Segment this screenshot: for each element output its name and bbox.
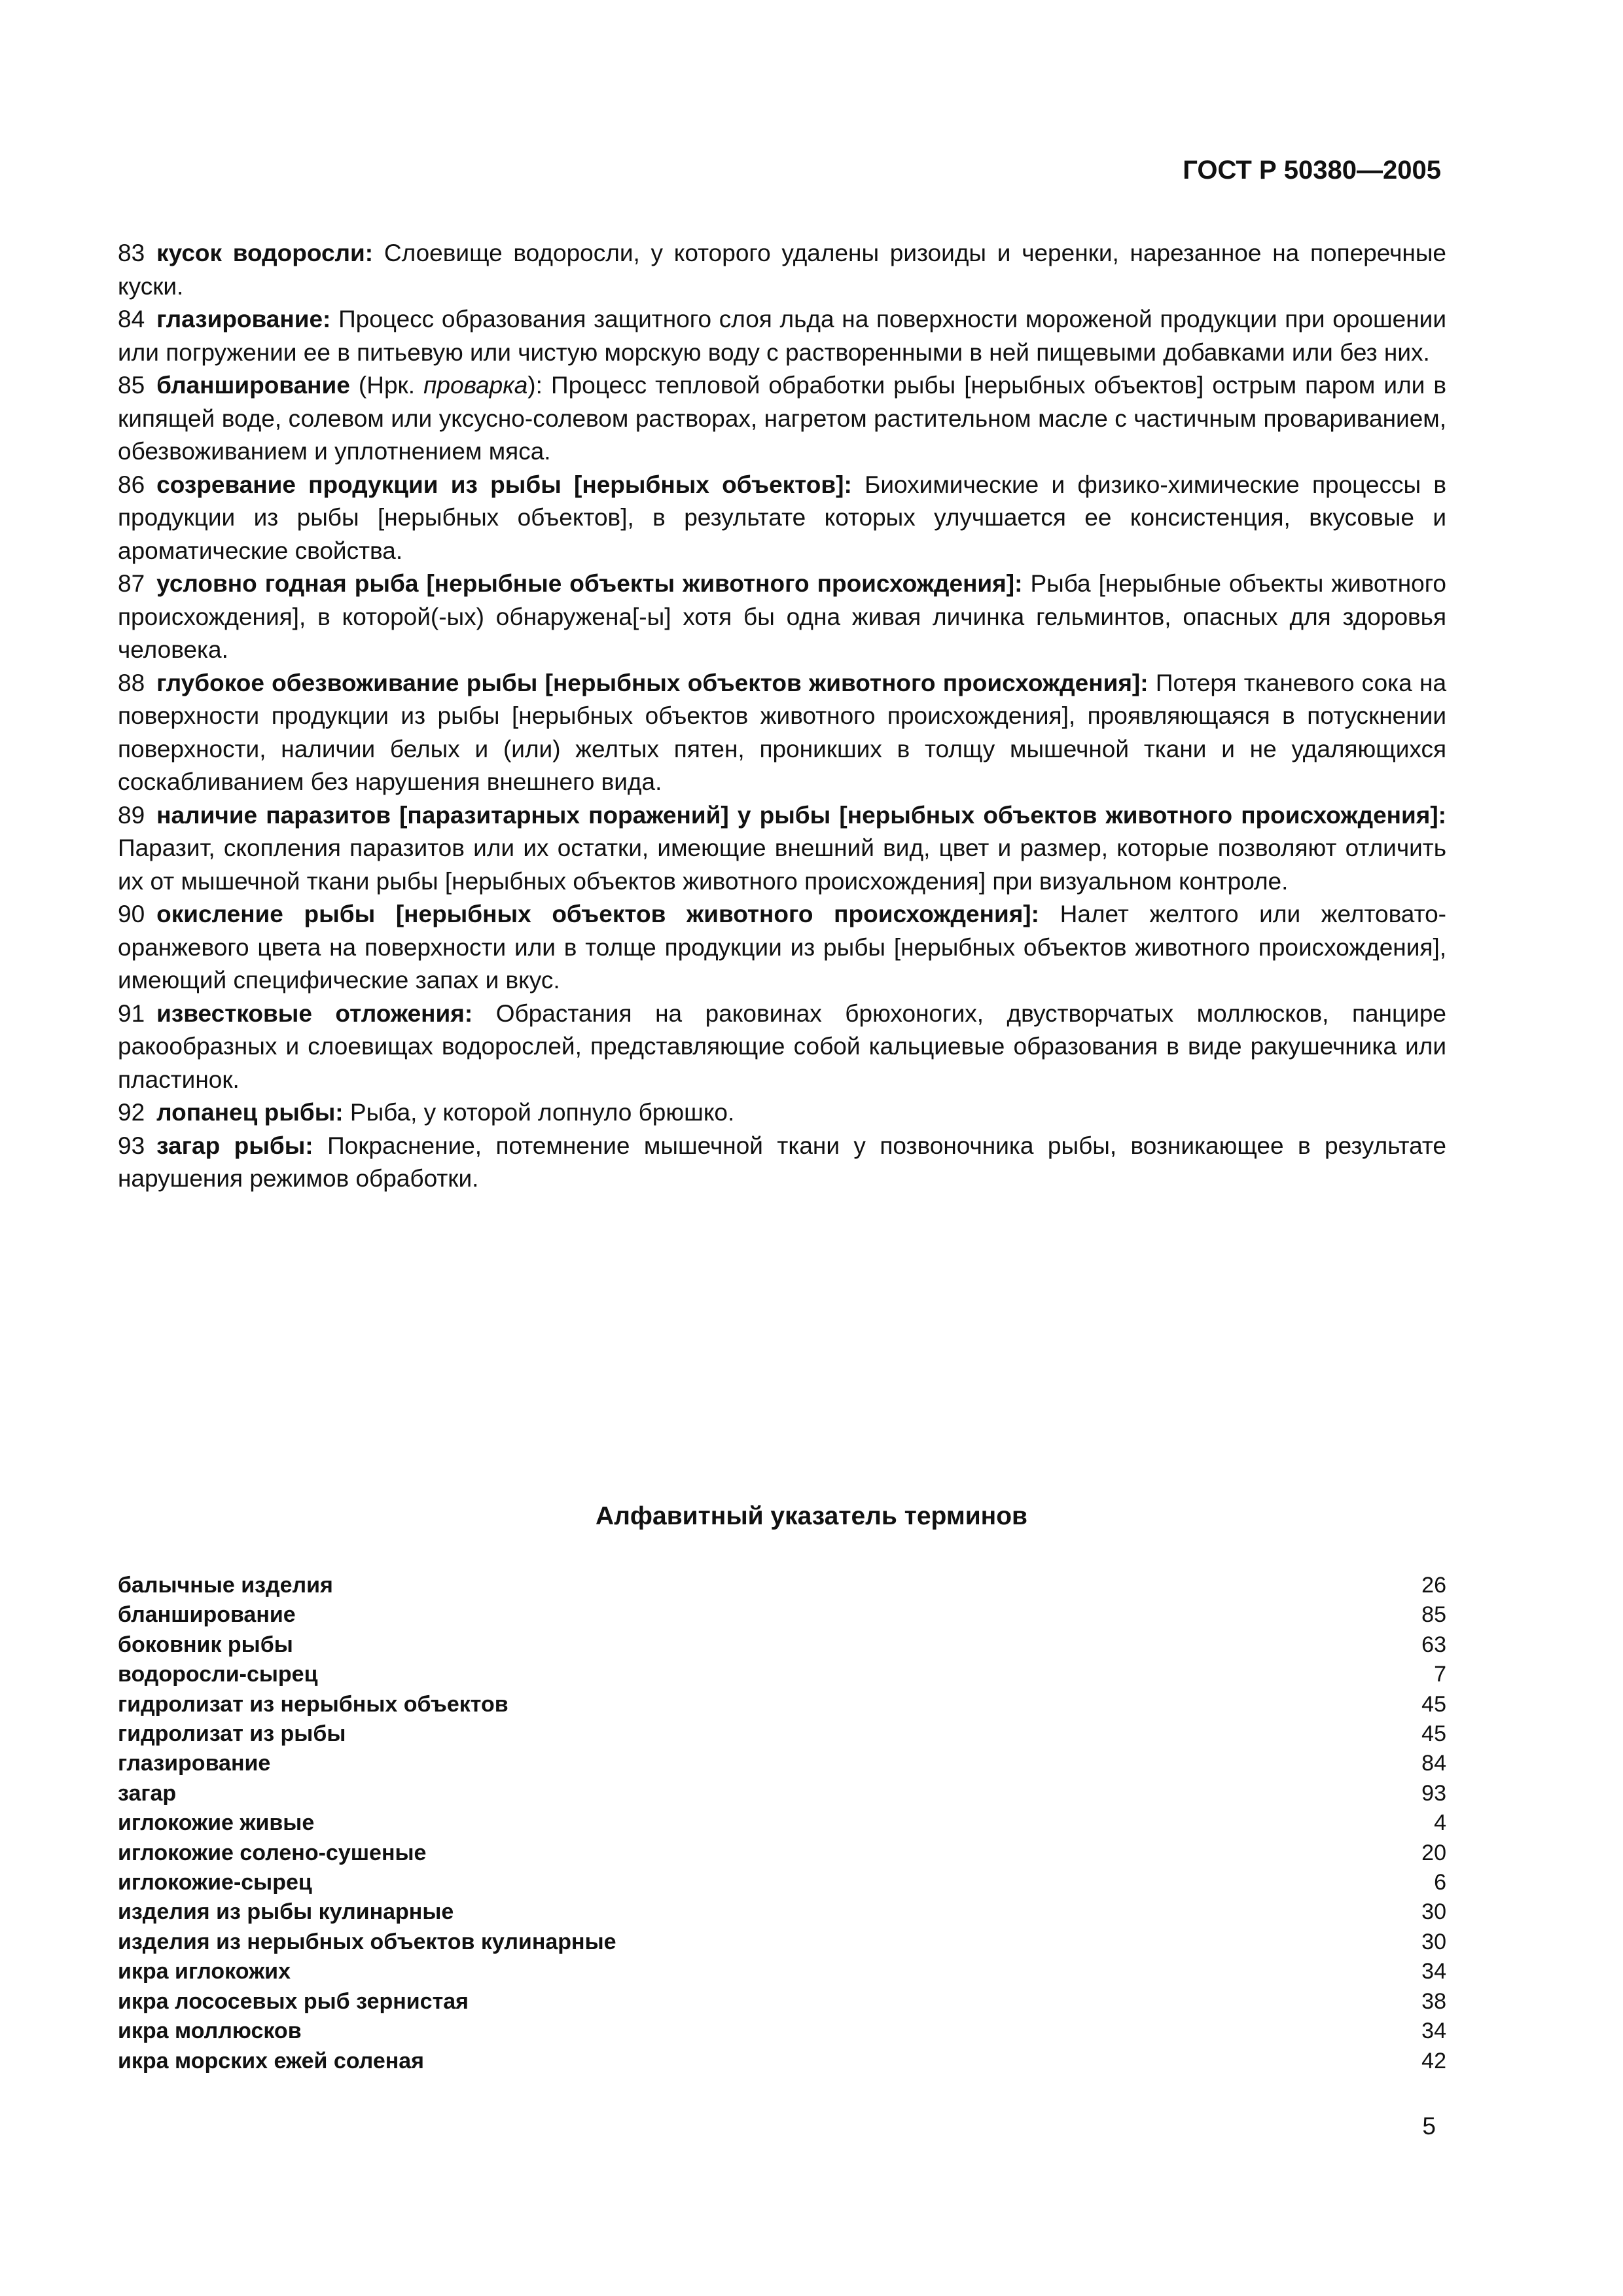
index-term: гидролизат из нерыбных объектов — [118, 1691, 508, 1717]
term-entry-92 — [118, 1096, 1446, 1130]
index-term: иглокожие-сырец — [118, 1870, 312, 1895]
term-note-open: ( — [349, 372, 367, 399]
index-term: гидролизат из рыбы — [118, 1721, 346, 1747]
index-term: изделия из рыбы кулинарные — [118, 1899, 454, 1925]
term-number: 93 — [118, 1132, 145, 1159]
term-note-close: ): — [527, 372, 543, 399]
term-entry-86 — [118, 469, 1446, 568]
index-entry — [118, 1660, 1446, 1689]
index-entry — [118, 1868, 1446, 1897]
index-term: икра морских ежей соленая — [118, 2048, 425, 2073]
index-ref: 4 — [1434, 1810, 1446, 1836]
index-term: икра лососевых рыб зернистая — [118, 1988, 469, 2014]
term-entry-83 — [118, 237, 1446, 303]
term-definition: Налет желтого или желтовато-оранжевого цвета на поверхности или в толще продукции из рыбы [нерыбных объектов животного происхождения], имеющий специфические запах и вкус. — [118, 901, 1447, 994]
term-note-deprecated: проварка — [423, 372, 528, 399]
term-number: 87 — [118, 570, 145, 597]
term-entry-88 — [118, 667, 1446, 799]
term-number: 83 — [118, 240, 145, 266]
index-ref: 30 — [1421, 1899, 1446, 1925]
index-ref: 85 — [1421, 1602, 1446, 1628]
index-ref: 84 — [1421, 1751, 1446, 1776]
document-standard-header: ГОСТ Р 50380—2005 — [1183, 156, 1441, 185]
index-ref: 26 — [1421, 1573, 1446, 1598]
index-entry — [118, 1571, 1446, 1600]
term-entry-84 — [118, 303, 1446, 369]
term-entry-85 — [118, 369, 1446, 469]
term-note-label: Нрк. — [366, 372, 424, 399]
index-entry — [118, 1839, 1446, 1868]
index-term: водоросли-сырец — [118, 1662, 318, 1687]
index-ref: 20 — [1421, 1840, 1446, 1865]
index-entry — [118, 1630, 1446, 1660]
index-term: икра иглокожих — [118, 1959, 291, 1984]
index-ref: 38 — [1421, 1988, 1446, 2014]
term-name: лопанец рыбы: — [156, 1099, 344, 1126]
index-term: бланширование — [118, 1602, 296, 1628]
term-name: известковые отложения: — [156, 999, 473, 1027]
term-name: загар рыбы: — [156, 1132, 313, 1159]
index-term: иглокожие солено-сушеные — [118, 1840, 427, 1865]
term-definition: Биохимические и физико-химические процессы в продукции из рыбы [нерыбных объектов], в результате которых улучшается ее консистенция, вкусовые и ароматические свойства. — [118, 471, 1447, 564]
index-term: балычные изделия — [118, 1573, 333, 1598]
term-name: кусок водоросли: — [156, 240, 374, 266]
term-definition: Покраснение, потемнение мышечной ткани у позвоночника рыбы, возникающее в результате нарушения режимов обработки. — [118, 1132, 1446, 1192]
term-definition: Слоевище водоросли, у которого удалены ризоиды и черенки, нарезанное на поперечные куски. — [118, 240, 1446, 300]
index-entry — [118, 1957, 1446, 1986]
index-entry — [118, 1987, 1446, 2017]
term-entry-87 — [118, 567, 1446, 667]
term-name: наличие паразитов [паразитарных поражений] у рыбы [нерыбных объектов животного происхождения]: — [156, 801, 1446, 829]
index-entry — [118, 1600, 1446, 1630]
index-entry — [118, 2017, 1446, 2046]
term-name: условно годная рыба [нерыбные объекты животного происхождения]: — [156, 570, 1023, 597]
term-number: 88 — [118, 669, 145, 696]
index-ref: 6 — [1434, 1870, 1446, 1895]
index-term: икра моллюсков — [118, 2018, 302, 2044]
term-definition: Процесс тепловой обработки рыбы [нерыбных объектов] острым паром или в кипящей воде, солевом или уксусно-солевом растворах, нагретом растительном масле с частичным провариванием, обезвоживанием и уплотнением мяса. — [118, 372, 1447, 465]
term-entry-91 — [118, 997, 1446, 1097]
index-entry — [118, 1779, 1446, 1808]
index-term: боковник рыбы — [118, 1632, 293, 1657]
index-entry — [118, 1749, 1446, 1778]
index-term: изделия из нерыбных объектов кулинарные — [118, 1929, 616, 1954]
index-term: загар — [118, 1780, 177, 1806]
term-definition: Потеря тканевого сока на поверхности продукции из рыбы [нерыбных объектов животного происхождения], проявляющаяся в потускнении поверхности, наличии белых и (или) желтых пятен, проникших в толщу мышечной ткани и не удаляющихся соскабливанием без нарушения внешнего вида. — [118, 669, 1447, 795]
index-ref: 30 — [1421, 1929, 1446, 1954]
term-name: глазирование: — [156, 306, 331, 332]
term-entry-90 — [118, 898, 1446, 997]
term-name: глубокое обезвоживание рыбы [нерыбных объектов животного происхождения]: — [156, 669, 1149, 696]
term-number: 92 — [118, 1099, 145, 1126]
term-definition: Процесс образования защитного слоя льда на поверхности мороженой продукции при орошении или погружении ее в питьевую или чистую морскую воду с растворенными в ней пищевыми добавками или без них. — [118, 306, 1446, 366]
index-ref: 93 — [1421, 1780, 1446, 1806]
term-number: 85 — [118, 372, 145, 399]
term-definition: Паразит, скопления паразитов или их остатки, имеющие внешний вид, цвет и размер, которые позволяют отличить их от мышечной ткани рыбы [нерыбных объектов животного происхождения] при визуальном контроле. — [118, 834, 1446, 895]
index-ref: 42 — [1421, 2048, 1446, 2073]
terms-section — [118, 237, 1446, 1196]
term-number: 89 — [118, 801, 145, 829]
term-name: бланширование — [156, 372, 350, 399]
index-ref: 45 — [1421, 1691, 1446, 1717]
term-number: 91 — [118, 999, 145, 1027]
alphabetical-index — [118, 1571, 1446, 2076]
term-name: окисление рыбы [нерыбных объектов животного происхождения]: — [156, 901, 1039, 927]
index-ref: 7 — [1434, 1662, 1446, 1687]
index-entry — [118, 1690, 1446, 1719]
term-number: 86 — [118, 471, 145, 498]
index-entry — [118, 2047, 1446, 2076]
term-entry-93 — [118, 1130, 1446, 1196]
index-title: Алфавитный указатель терминов — [595, 1502, 1028, 1530]
index-term: иглокожие живые — [118, 1810, 315, 1836]
index-entry — [118, 1897, 1446, 1927]
term-definition: Рыба, у которой лопнуло брюшко. — [349, 1099, 735, 1126]
index-ref: 34 — [1421, 2018, 1446, 2044]
index-entry — [118, 1808, 1446, 1838]
index-entry — [118, 1719, 1446, 1749]
index-entry — [118, 1928, 1446, 1957]
term-definition: Обрастания на раковинах брюхоногих, двустворчатых моллюсков, панцире ракообразных и слоевищах водорослей, представляющие собой кальциевые образования в виде ракушечника или пластинок. — [118, 999, 1446, 1093]
term-definition: Рыба [нерыбные объекты животного происхождения], в которой(-ых) обнаружена[-ы] хотя бы одна живая личинка гельминтов, опасных для здоровья человека. — [118, 570, 1446, 663]
term-number: 84 — [118, 306, 145, 332]
page-number: 5 — [1422, 2113, 1436, 2140]
term-name: созревание продукции из рыбы [нерыбных объектов]: — [156, 471, 852, 498]
term-entry-89 — [118, 799, 1446, 899]
index-term: глазирование — [118, 1751, 271, 1776]
term-number: 90 — [118, 901, 145, 927]
index-ref: 63 — [1421, 1632, 1446, 1657]
index-ref: 45 — [1421, 1721, 1446, 1747]
index-ref: 34 — [1421, 1959, 1446, 1984]
